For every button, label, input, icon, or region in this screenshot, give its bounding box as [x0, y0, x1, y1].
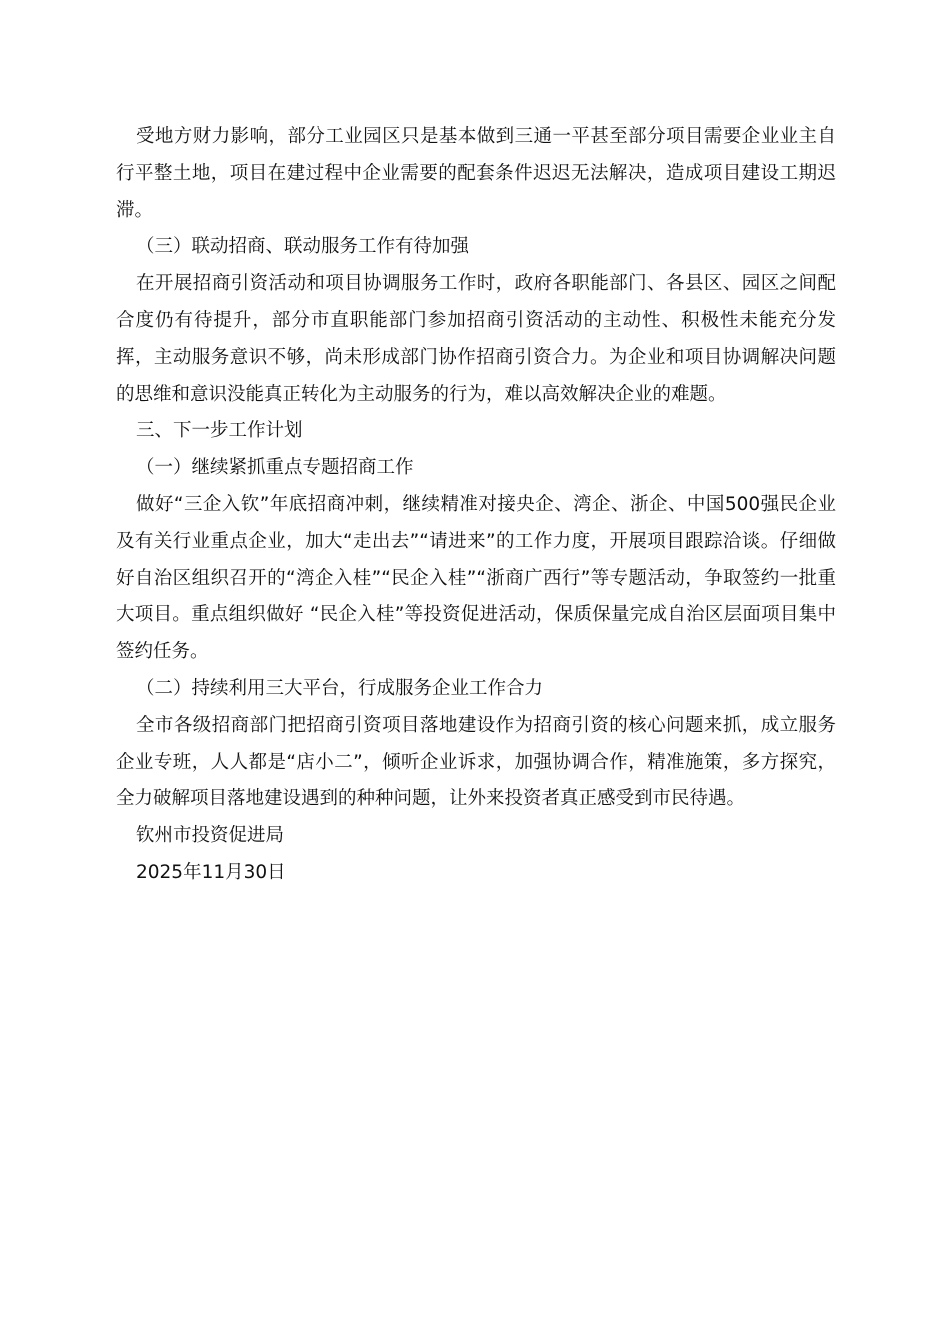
heading-next-step-plan: 三、下一步工作计划	[136, 420, 303, 442]
signature-organization: 钦州市投资促进局	[136, 825, 285, 847]
heading-key-topic-investment: （一）继续紧抓重点专题招商工作	[136, 457, 414, 479]
signature-date: 2025年11月30日	[136, 861, 286, 883]
paragraph-investment-campaign: 做好“三企入钦”年底招商冲刺，继续精准对接央企、湾企、浙企、中国500强民企业及有关行业重点企业，加大“走出去”“请进来”的工作力度，开展项目跟踪洽谈。仔细做好自治区组织召开的“湾企入桂”“民企入桂”“浙商广西行”等专题活动，争取签约一批重大项目。重点组织做好 “民企入桂”等投资促进活动，保质保量完成自治区层面项目集中签约任务。	[116, 493, 836, 663]
paragraph-service-enterprises: 全市各级招商部门把招商引资项目落地建设作为招商引资的核心问题来抓，成立服务企业专班，人人都是“店小二”，倾听企业诉求，加强协调合作，精准施策，多方探究，全力破解项目落地建设遇到的种种问题，让外来投资者真正感受到市民待遇。	[116, 714, 836, 810]
paragraph-funding-impact: 受地方财力影响，部分工业园区只是基本做到三通一平甚至部分项目需要企业业主自行平整土地，项目在建过程中企业需要的配套条件迟迟无法解决，造成项目建设工期迟滞。	[116, 126, 836, 221]
document-body	[116, 119, 836, 892]
paragraph-coordination-issues: 在开展招商引资活动和项目协调服务工作时，政府各职能部门、各县区、园区之间配合度仍有待提升，部分市直职能部门参加招商引资活动的主动性、积极性未能充分发挥，主动服务意识不够，尚未形成部门协作招商引资合力。为企业和项目协调解决问题的思维和意识没能真正转化为主动服务的行为，难以高效解决企业的难题。	[116, 273, 836, 405]
heading-joint-investment-service: （三）联动招商、联动服务工作有待加强	[136, 236, 470, 258]
heading-three-platforms: （二）持续利用三大平台，行成服务企业工作合力	[136, 677, 544, 699]
